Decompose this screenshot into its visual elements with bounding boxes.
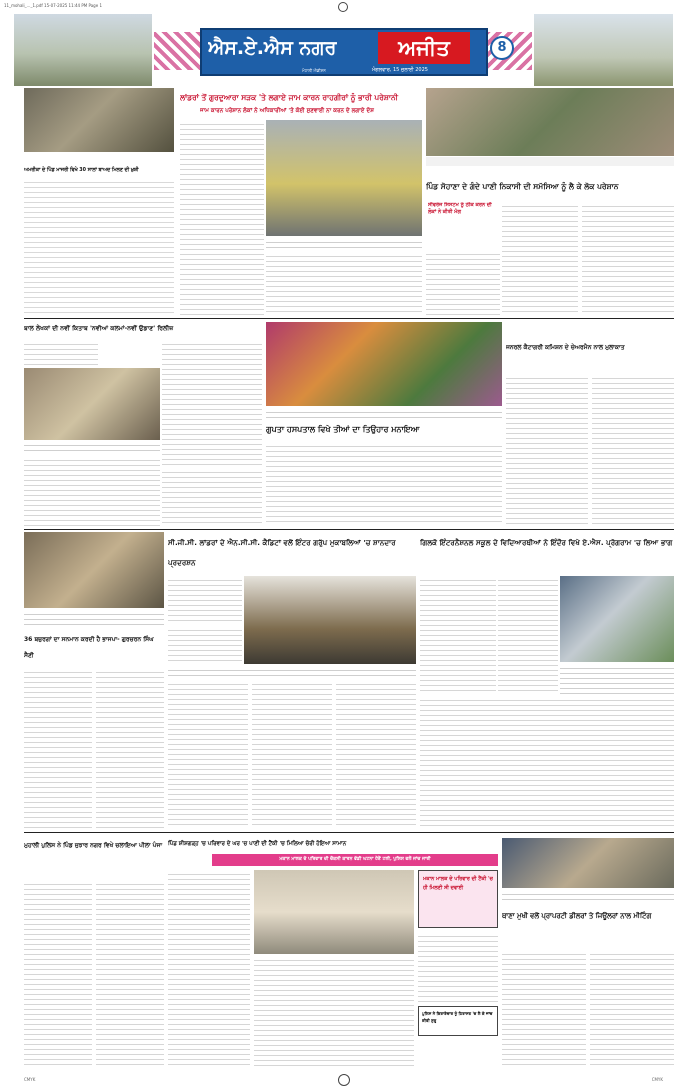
masthead-subtitle: ਮੋਹਾਲੀ ਐਡੀਸ਼ਨ <box>302 68 326 73</box>
caption-teej <box>266 408 502 420</box>
caption-ncc <box>168 666 416 678</box>
story-s10-body-col2 <box>96 880 164 1066</box>
masthead-title: ਐਸ.ਏ.ਐਸ ਨਗਰ <box>208 37 337 59</box>
photo-traffic-jam <box>266 120 422 236</box>
story-s11-body-col1 <box>168 870 250 1066</box>
story-s1-body-col2 <box>266 252 422 315</box>
story-s7-body-col4 <box>252 680 332 828</box>
story-s7-body-col5 <box>336 680 416 828</box>
story-s7-body-col3 <box>168 680 248 828</box>
story-s3-body-col2 <box>502 202 578 315</box>
headline-s3: ਪਿੰਡ ਸੋਹਾਣਾ ਦੇ ਗੰਦੇ ਪਾਣੀ ਨਿਕਾਸੀ ਦੀ ਸਮੱਸਿਆ ਨੂੰ ਲੈ ਕੇ ਲੋਕ ਪਰੇਸ਼ਾਨ <box>426 182 619 191</box>
bottom-strip-left: CMYK <box>24 1077 36 1082</box>
caption-elders <box>24 610 164 628</box>
photo-elders <box>24 532 164 608</box>
story-s6-body-col2 <box>592 374 674 526</box>
photo-water-tank <box>254 870 414 954</box>
masthead-banner <box>200 28 488 76</box>
headline-s8: ਗਿਲਕੋ ਇੰਟਰਨੈਸ਼ਨਲ ਸਕੂਲ ਦੇ ਵਿਦਿਆਰਥੀਆਂ ਨੇ ਇੰਦੌਰ ਵਿਖੇ ਏ.ਐਸ. ਪ੍ਰੋਗਰਾਮ 'ਚ ਲਿਆ ਭਾਗ <box>420 538 673 547</box>
box-s11-text: ਮਕਾਨ ਮਾਲਕ ਦੇ ਪਰਿਵਾਰ ਦੀ ਟੈਂਕੀ 'ਚ ਹੀ ਮਿਲਣੀ ਸੀ ਦਵਾਈ <box>423 876 493 891</box>
caption-students <box>560 664 674 694</box>
story-s2-body <box>24 178 174 316</box>
box2-s11-text: ਪੁਲਿਸ ਨੇ ਕਿਰਾਏਦਾਰ ਨੂੰ ਹਿਰਾਸਤ 'ਚ ਲੈ ਕੇ ਜਾਂਚ ਕੀਤੀ ਸ਼ੁਰੂ <box>422 1011 493 1023</box>
story-s4-body-col2 <box>162 340 262 465</box>
story-s1-body-col1 <box>180 120 264 315</box>
masthead-date: ਮੰਗਲਵਾਰ, 15 ਜੁਲਾਈ 2025 <box>372 67 428 73</box>
story-s7-body-col2 <box>168 626 242 664</box>
caption-police-meeting <box>502 890 674 902</box>
story-s9-body-col1 <box>24 668 92 828</box>
story-s3-body-col3 <box>582 202 674 315</box>
headline-s9: 36 ਬਜ਼ੁਰਗਾਂ ਦਾ ਸਨਮਾਨ ਕਰਦੀ ਹੈ ਭਾਜਪਾ- ਗੁਰਚਰਨ ਸਿੰਘ ਸੈਣੀ <box>24 636 154 659</box>
photo-book-release <box>24 368 160 440</box>
photo-ncc-cadets <box>244 576 416 664</box>
photo-teej-festival <box>266 322 502 406</box>
story-s8-body-col3 <box>420 696 674 828</box>
photo-protest-left <box>24 88 174 152</box>
page-number-badge <box>490 36 514 60</box>
divider-3 <box>24 832 674 833</box>
headline-s4: ਬਾਲ ਲੇਖਕਾਂ ਦੀ ਨਵੀਂ ਕਿਤਾਬ 'ਨਵੀਆਂ ਕਲਮਾਂ-ਨਵੀਂ ਉਡਾਣ' ਰਿਲੀਜ਼ <box>24 325 174 332</box>
story-s8-body-col1 <box>420 576 496 694</box>
story-s12-body-col1 <box>502 950 586 1066</box>
story-s11-body-col2 <box>254 956 414 1066</box>
photo-group-right <box>426 88 674 156</box>
headline-s1: ਲਾਂਡਰਾਂ ਤੋਂ ਗੁਰਦੁਆਰਾ ਸੜਕ 'ਤੇ ਲਗਾਏ ਜਾਮ ਕਾਰਨ ਰਾਹਗੀਰਾਂ ਨੂੰ ਭਾਰੀ ਪਰੇਸ਼ਾਨੀ <box>180 93 398 102</box>
headline-s6: ਜਨਰਲ ਕੈਟਾਗਰੀ ਕਮਿਸ਼ਨ ਦੇ ਚੇਅਰਮੈਨ ਨਾਲ ਮੁਲਾਕਾਤ <box>506 344 625 351</box>
story-s10-body-col1 <box>24 880 92 1066</box>
story-s4-body-col1 <box>24 340 98 366</box>
registration-mark-bottom <box>338 1074 350 1086</box>
masthead-left-building-image <box>14 14 152 86</box>
story-s3-body-col1 <box>426 250 500 315</box>
masthead-pattern-left <box>154 32 204 70</box>
photo-police-meeting <box>502 838 674 888</box>
story-s5-body <box>266 442 502 526</box>
print-info-text: 11_mohali_..._1.pdf 15-07-2025 11:44 PM Page 1 <box>4 3 102 8</box>
photo-students <box>560 576 674 662</box>
story-s9-body-col2 <box>96 668 164 828</box>
masthead <box>14 14 673 86</box>
box2-s11 <box>418 1006 498 1036</box>
divider-1 <box>24 318 674 319</box>
headline-s2: ਅਮਰੀਕਾ ਦੇ ਪਿੰਡ ਮਾਜਰੀ ਵਿਖੇ 30 ਸਾਲਾਂ ਬਾਅਦ ਮਿਲਣ ਦੀ ਖ਼ੁਸ਼ੀ <box>24 168 139 173</box>
bottom-strip-right: CMYK <box>651 1077 663 1082</box>
headline-s10: ਮੁਹਾਲੀ ਪੁਲਿਸ ਨੇ ਪਿੰਡ ਜੁਝਾਰ ਨਗਰ ਵਿਖੇ ਚਲਾਇਆ ਪੀਲਾ ਪੰਜਾ <box>24 842 163 849</box>
headline-s12: ਥਾਣਾ ਮੁਖੀ ਵਲੋਂ ਪ੍ਰਾਪਰਟੀ ਡੀਲਰਾਂ ਤੇ ਜਿਊਲਰਾਂ ਨਾਲ ਮੀਟਿੰਗ <box>502 912 652 920</box>
registration-mark <box>338 2 348 12</box>
kicker-s1: ਜਾਮ ਕਾਰਨ ਪਰੇਸ਼ਾਨ ਲੋਕਾਂ ਨੇ ਅਧਿਕਾਰੀਆਂ 'ਤੇ ਕੋਈ ਸੁਣਵਾਈ ਨਾ ਕਰਨ ਦੇ ਲਗਾਏ ਦੋਸ਼ <box>200 108 374 114</box>
headline-s7: ਸੀ.ਜੀ.ਸੀ. ਲਾਂਡਰਾਂ ਦੇ ਐਨ.ਸੀ.ਸੀ. ਕੈਡਿਟਾਂ ਵਲੋਂ ਇੰਟਰ ਗਰੁੱਪ ਮੁਕਾਬਲਿਆਂ 'ਚ ਸ਼ਾਨਦਾਰ ਪ੍ਰਦਰਸ਼ਨ <box>168 538 396 567</box>
story-s11-body-col3 <box>418 932 498 1004</box>
story-s7-body-col1 <box>168 576 242 624</box>
bullet-s3: ਸੀਵਰੇਜ ਸਿਸਟਮ ਨੂੰ ਠੀਕ ਕਰਨ ਦੀ ਲੋਕਾਂ ਨੇ ਕੀਤੀ ਮੰਗ <box>428 202 492 215</box>
bottom-strip <box>0 1070 687 1089</box>
caption-traffic-jam <box>266 238 422 250</box>
story-s12-body-col2 <box>590 950 674 1066</box>
box-s11 <box>418 870 498 928</box>
masthead-right-building-image <box>534 14 673 86</box>
page-number: 8 <box>497 40 507 55</box>
caption-group-right <box>426 157 674 166</box>
masthead-brand: ਅਜੀਤ <box>378 32 470 64</box>
caption-book-release <box>24 441 160 453</box>
story-s6-body-col1 <box>506 374 588 526</box>
headline-s5: ਗੁਪਤਾ ਹਸਪਤਾਲ ਵਿਖੇ ਤੀਆਂ ਦਾ ਤਿਉਹਾਰ ਮਨਾਇਆ <box>266 425 420 434</box>
headline-s11: ਪਿੰਡ ਸ਼ੀਸ਼ਗੜ੍ਹ 'ਚ ਪਰਿਵਾਰ ਦੇ ਘਰ 'ਚ ਪਾਣੀ ਦੀ ਟੈਂਕੀ 'ਚ ਮਿਲਿਆ ਚੋਰੀ ਹੋਇਆ ਸਾਮਾਨ <box>168 841 347 847</box>
banner-s11: ਮਕਾਨ ਮਾਲਕ ਦੇ ਪਰਿਵਾਰ ਦੀ ਚੌਕਸੀ ਕਾਰਨ ਵੱਡੀ ਘਟਨਾ ਹੋਣੋਂ ਟਲੀ, ਪੁਲਿਸ ਵਲੋਂ ਜਾਂਚ ਜਾਰੀ <box>212 854 498 866</box>
divider-2 <box>24 529 674 530</box>
story-s8-body-col2 <box>498 576 558 694</box>
story-s4-body-col3 <box>162 468 262 526</box>
story-s4-body-bottom <box>24 456 160 526</box>
